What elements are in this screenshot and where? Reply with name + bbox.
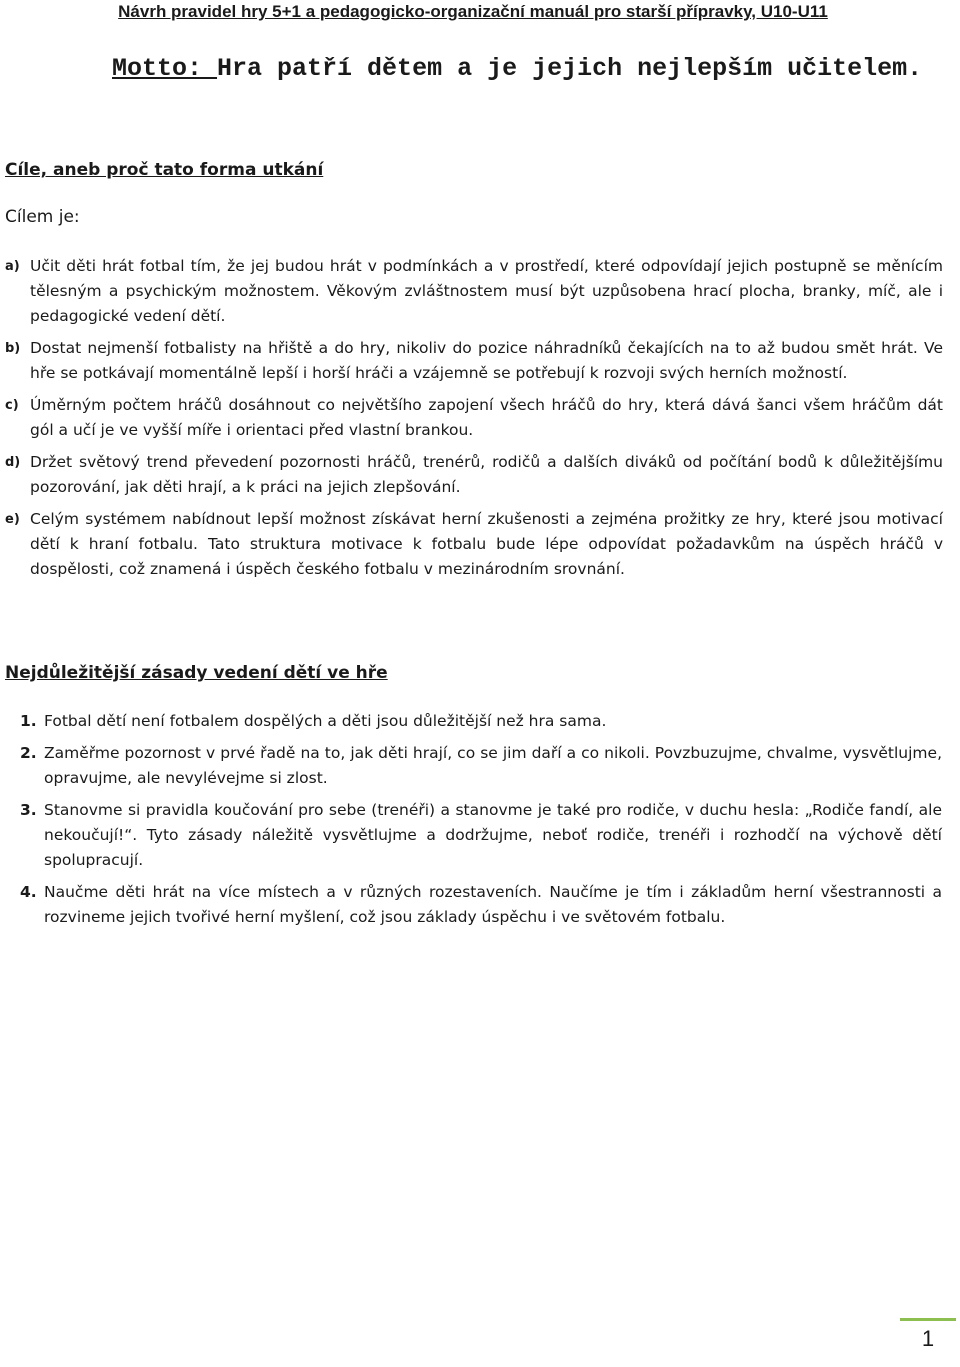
rule-text: Fotbal dětí není fotbalem dospělých a děti jsou důležitější než hra sama. [44, 712, 607, 730]
rule-marker: 4. [20, 883, 37, 901]
goal-marker: e) [5, 512, 20, 527]
goals-list [5, 254, 943, 589]
goal-item-b [5, 336, 943, 386]
goals-heading: Cíle, aneb proč tato forma utkání [5, 160, 324, 180]
rule-marker: 1. [20, 712, 37, 730]
rule-item-3 [20, 798, 942, 873]
motto [112, 54, 922, 83]
rule-marker: 3. [20, 801, 37, 819]
motto-text: Hra patří dětem a je jejich nejlepším učitelem. [217, 54, 923, 83]
goal-marker: b) [5, 341, 21, 356]
rule-text: Zaměřme pozornost v prvé řadě na to, jak děti hrají, co se jim daří a co nikoli. Povzbuzujme, chvalme, vysvětlujme, opravujme, ale nevylévejme si zlost. [44, 744, 942, 787]
goal-marker: d) [5, 455, 21, 470]
goal-text: Učit děti hrát fotbal tím, že jej budou hrát v podmínkách a v prostředí, které odpovídají jejich postupně se měnícím tělesným a psychickým možnostem. Věkovým zvláštnostem musí být uzpůsobena hrací plocha, branky, míč, ale i pedagogické vedení dětí. [30, 257, 943, 325]
document-title: Návrh pravidel hry 5+1 a pedagogicko-organizační manuál pro starší přípravky, U10-U11 [118, 2, 828, 21]
goal-item-e [5, 507, 943, 582]
rule-item-4 [20, 880, 942, 930]
goal-item-c [5, 393, 943, 443]
rules-list [20, 709, 942, 937]
rule-text: Naučme děti hrát na více místech a v různých rozestaveních. Naučíme je tím i základům herní všestrannosti a rozvineme jejich tvořivé herní myšlení, což jsou základy úspěchu i ve světovém fotbalu. [44, 883, 942, 926]
rule-item-2 [20, 741, 942, 791]
rule-item-1 [20, 709, 942, 734]
goal-marker: c) [5, 398, 19, 413]
rule-marker: 2. [20, 744, 37, 762]
goal-text: Celým systémem nabídnout lepší možnost získávat herní zkušenosti a zejména prožitky ze hry, které jsou motivací dětí k hraní fotbalu. Tato struktura motivace k fotbalu bude lépe odpovídat požadavkům na úspěch hráčů v dospělosti, což znamená i úspěch českého fotbalu v mezinárodním srovnání. [30, 510, 943, 578]
goals-intro: Cílem je: [5, 207, 80, 227]
goal-marker: a) [5, 259, 20, 274]
goal-text: Držet světový trend převedení pozornosti hráčů, trenérů, rodičů a dalších diváků od počítání bodů k důležitějšímu pozorování, jak děti hrají, a k práci na jejich zlepšování. [30, 453, 943, 496]
page-number: 1 [900, 1318, 956, 1363]
goal-text: Úměrným počtem hráčů dosáhnout co největšího zapojení všech hráčů do hry, která dává šanci všem hráčům dát gól a učí je ve vyšší míře i orientaci před vlastní brankou. [30, 396, 943, 439]
goal-text: Dostat nejmenší fotbalisty na hřiště a do hry, nikoliv do pozice náhradníků čekajících na to až budou smět hrát. Ve hře se potkávají momentálně lepší i horší hráči a vzájemně se potřebují k rozvoji svých herních možností. [30, 339, 943, 382]
goal-item-d [5, 450, 943, 500]
rule-text: Stanovme si pravidla koučování pro sebe (trenéři) a stanovme je také pro rodiče, v duchu hesla: „Rodiče fandí, ale nekoučují!“. Tyto zásady náležitě vysvětlujme a dodržujme, neboť rodiče, trenéři i rozhodčí na výchově dětí spolupracují. [44, 801, 942, 869]
goal-item-a [5, 254, 943, 329]
motto-label: Motto: [112, 54, 218, 83]
rules-heading: Nejdůležitější zásady vedení dětí ve hře [5, 663, 388, 683]
